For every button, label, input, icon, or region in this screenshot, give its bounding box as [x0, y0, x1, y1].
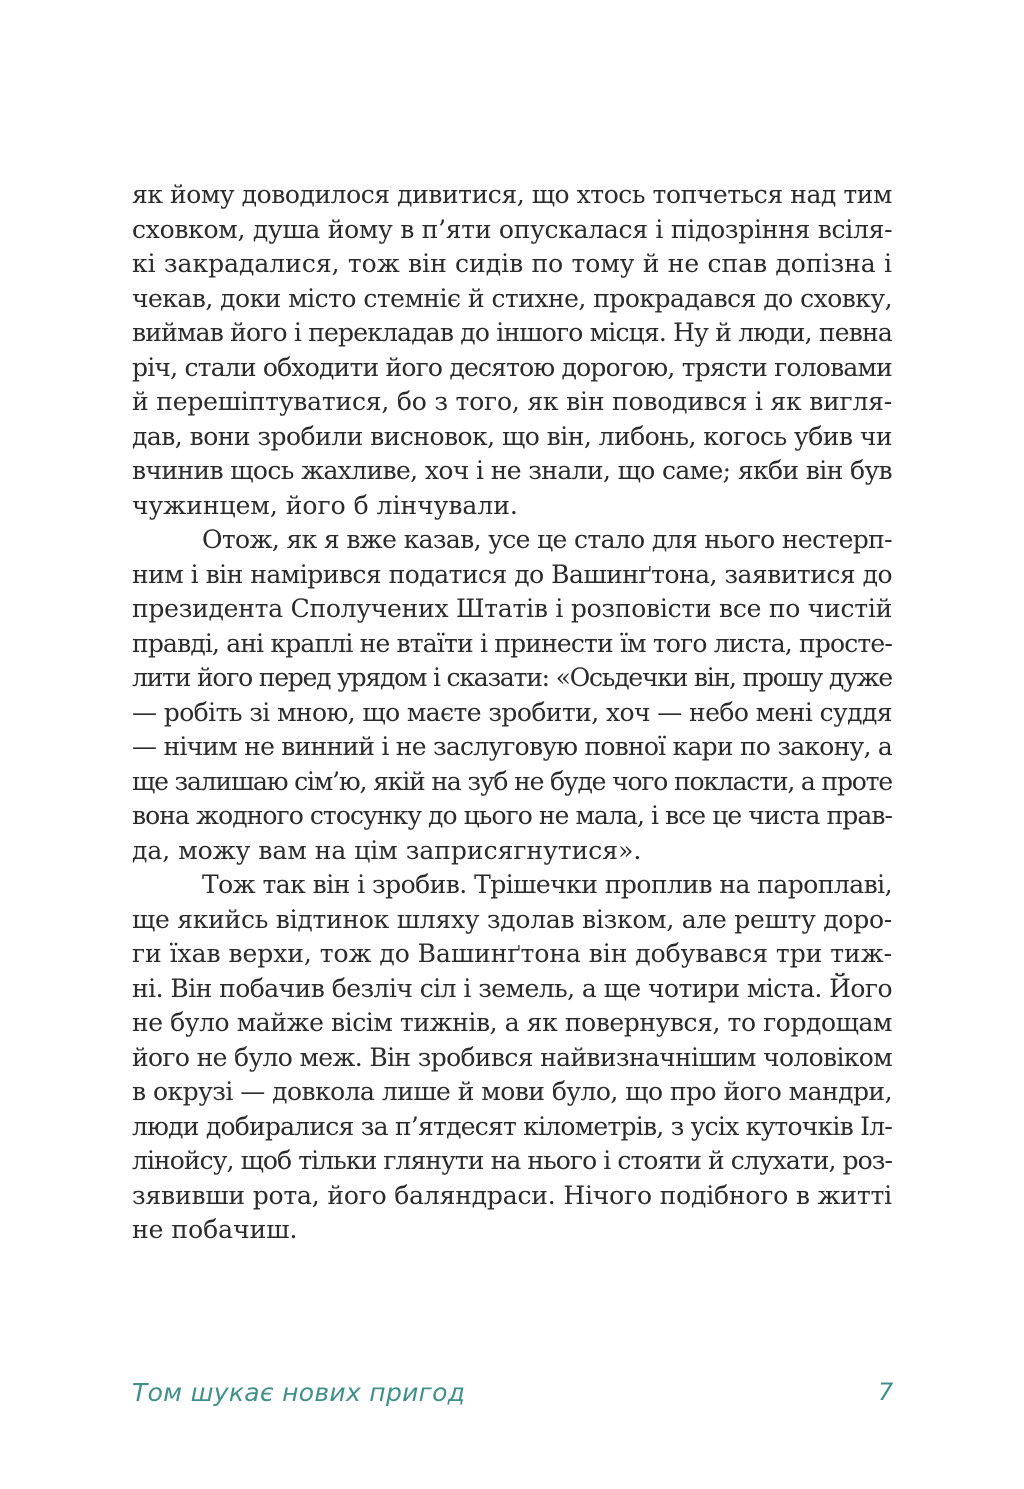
text-line: Отож, як я вже казав, усе це стало для нього нестерп-	[202, 525, 892, 554]
text-line: ще якийсь відтинок шляху здолав візком, але решту доро-	[132, 904, 892, 934]
text-line: кі закрадалися, тож він сидів по тому й не спав допізна і	[132, 249, 892, 278]
text-line: ним і він намірився податися до Вашинґтона, заявитися до	[132, 559, 892, 589]
text-line: ще залишаю сім’ю, якій на зуб не буде чого покласти, а проте	[132, 766, 892, 796]
text-line: ні. Він побачив безліч сіл і земель, а ще чотири міста. Його	[132, 973, 892, 1003]
text-line: дав, вони зробили висновок, що він, либонь, когось убив чи	[132, 421, 892, 451]
text-line: річ, стали обходити його десятою дорогою, трясти головами	[132, 352, 892, 382]
text-line: в окрузі — довкола лише й мови було, що про його мандри,	[132, 1077, 892, 1106]
text-line: правді, ані краплі не втаїти і принести їм того листа, просте-	[132, 628, 893, 658]
text-line: чужинцем, його б лінчували.	[132, 490, 518, 520]
text-line: й перешіптуватися, бо з того, як він поводився і як вигля-	[132, 387, 892, 416]
text-line: вчинив щось жахливе, хоч і не знали, що саме; якби він був	[132, 456, 892, 485]
text-line: да, можу вам на цім заприсягнутися».	[132, 835, 642, 865]
text-line: — нічим не винний і не заслуговую повної кари по закону, а	[132, 732, 892, 761]
text-line: не побачиш.	[132, 1215, 298, 1244]
text-line: президента Сполучених Штатів і розповісти все по чистій	[132, 594, 892, 623]
text-line: вона жодного стосунку до цього не мала, і все це чиста прав-	[132, 801, 892, 830]
page-number: 7	[878, 1378, 894, 1406]
text-line: ги їхав верхи, тож до Вашинґтона він добувався три тиж-	[132, 939, 892, 968]
text-line: як йому доводилося дивитися, що хтось топчеться над тим	[132, 180, 892, 209]
text-line: виймав його і перекладав до іншого місця. Ну й люди, певна	[132, 318, 892, 347]
text-line: сховком, душа йому в п’яти опускалася і підозріння всіля-	[132, 214, 893, 244]
text-line: Тож так він і зробив. Трішечки проплив на пароплаві,	[202, 870, 892, 899]
text-line: чекав, доки місто стемніє й стихне, прокрадався до сховку,	[132, 283, 892, 313]
text-line: його не було меж. Він зробився найвизначнішим чоловіком	[132, 1042, 892, 1072]
text-line: лити його перед урядом і сказати: «Осьдечки він, прошу дуже	[132, 663, 892, 692]
text-line: лінойсу, щоб тільки глянути на нього і стояти й слухати, роз-	[132, 1146, 892, 1175]
text-line: не було майже вісім тижнів, а як повернувся, то гордощам	[132, 1008, 892, 1037]
text-line: люди добиралися за п’ятдесят кілометрів, з усіх куточків Іл-	[132, 1111, 892, 1141]
text-line: зявивши рота, його баляндраси. Нічого подібного в житті	[132, 1180, 892, 1210]
running-footer-title: Том шукає нових пригод	[132, 1378, 466, 1407]
text-line: — робіть зі мною, що маєте зробити, хоч — небо мені суддя	[132, 697, 892, 727]
body-text	[132, 178, 892, 1248]
